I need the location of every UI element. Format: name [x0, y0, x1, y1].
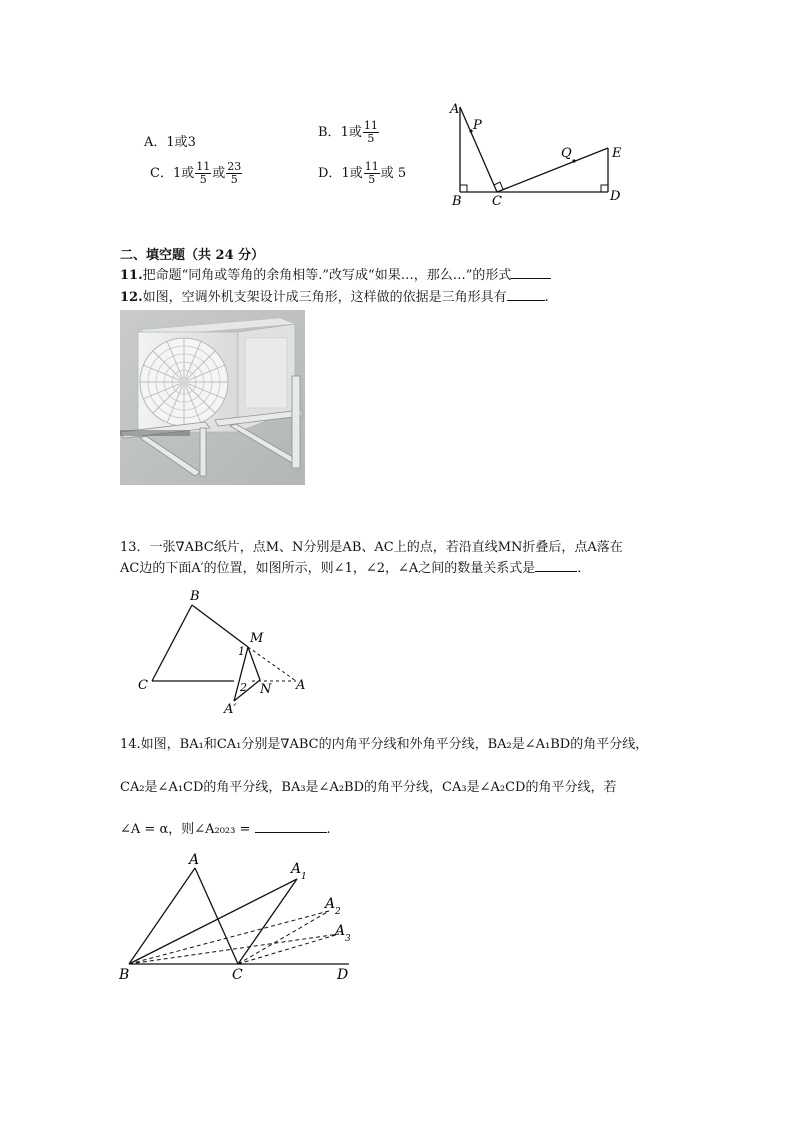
- figure-top: [440, 95, 640, 210]
- figure-14: [115, 848, 365, 983]
- label-A: A: [296, 678, 306, 693]
- label-M: M: [250, 631, 264, 646]
- label-P: P: [473, 118, 482, 133]
- label-E: E: [612, 146, 622, 161]
- label-D: D: [610, 189, 621, 204]
- question-11: 11.把命题“同角或等角的余角相等.”改写成“如果…，那么…”的形式: [120, 264, 551, 283]
- label-B: B: [452, 194, 462, 209]
- figure-13: [130, 585, 320, 720]
- section-title: 二、填空题（共 24 分）: [120, 248, 265, 263]
- option-c: C．1或 $\frac{11}{5}$ 或 $\frac{23}{5}$: [150, 160, 242, 186]
- option-a: A．1或3: [144, 135, 196, 150]
- label-A: A: [450, 102, 460, 117]
- label-C: C: [232, 967, 243, 983]
- label-A2: A: [325, 896, 336, 912]
- label-A: A: [189, 852, 200, 868]
- question-14-line1: 14.如图，BA₁和CA₁分别是∇ABC的内角平分线和外角平分线，BA₂是∠A₁BD的角平分线，: [120, 737, 649, 752]
- label-N: N: [260, 682, 272, 697]
- label-Q: Q: [561, 146, 572, 161]
- question-13-line2: AC边的下面A′的位置，如图所示，则∠1，∠2，∠A之间的数量关系式是 ．: [120, 561, 591, 576]
- label-angle-1: 1: [238, 645, 245, 658]
- label-angle-2: 2: [240, 681, 247, 694]
- label-C: C: [138, 678, 148, 693]
- question-13-line1: 13．一张∇ABC纸片，点M、N分别是AB、AC上的点，若沿直线MN折叠后，点A落在: [120, 540, 623, 555]
- option-d: D．1或 $\frac{11}{5}$ 或 5: [318, 160, 407, 186]
- label-A1: A: [291, 861, 302, 877]
- label-B: B: [190, 589, 200, 604]
- label-A-prime: A′: [224, 702, 237, 717]
- question-14-line3: ∠A = α，则∠A₂₀₂₃ = .: [120, 822, 331, 837]
- svg-text:1: 1: [301, 872, 307, 882]
- svg-text:2: 2: [335, 907, 341, 917]
- label-D: D: [337, 967, 349, 983]
- air-conditioner-photo: [120, 310, 305, 485]
- label-C: C: [492, 194, 502, 209]
- svg-text:3: 3: [345, 934, 351, 944]
- label-A3: A: [335, 923, 346, 939]
- question-12: 12.如图，空调外机支架设计成三角形，这样做的依据是三角形具有 .: [120, 290, 549, 305]
- option-b: B．1或 $\frac{11}{5}$: [318, 119, 378, 145]
- label-B: B: [119, 967, 130, 983]
- question-14-line2: CA₂是∠A₁CD的角平分线，BA₃是∠A₂BD的角平分线，CA₃是∠A₂CD的角平分线，若: [120, 780, 617, 795]
